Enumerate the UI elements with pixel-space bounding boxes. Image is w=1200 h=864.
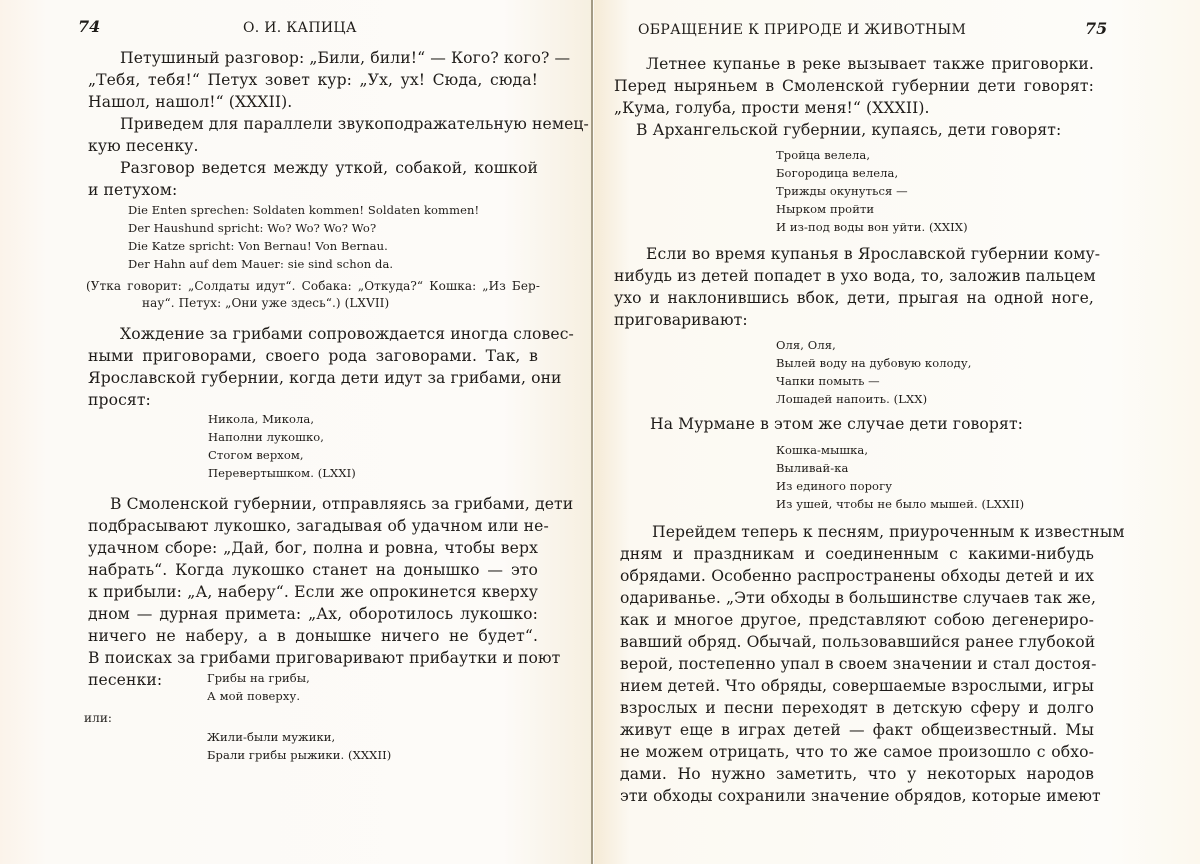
text-line: эти обходы сохранили значение обрядов, которые имеют: [620, 787, 1101, 805]
text-line: дном — дурная примета: „Ах, оборотилось лукошко:: [88, 605, 538, 623]
verse-line: Жили-были мужики,: [207, 730, 336, 744]
text-line: На Мурмане в этом же случае дети говорят:: [650, 415, 1024, 433]
text-line: как и многое другое, представляют собою дегенериро-: [620, 611, 1094, 629]
text-line: „Тебя, тебя!“ Петух зовет кур: „Ух, ух! Сюда, сюда!: [88, 71, 538, 89]
text-line: или:: [84, 711, 113, 725]
verse-line: Брали грибы рыжики. (XXXII): [207, 748, 392, 762]
text-line: Перед ныряньем в Смоленской губернии дети говорят:: [614, 77, 1094, 95]
verse-line: Из ушей, чтобы не было мышей. (LXXII): [776, 497, 1025, 511]
text-line: Нашол, нашол!“ (XXXII).: [88, 93, 293, 111]
verse-line: Лошадей напоить. (LXX): [776, 392, 928, 406]
text-line: дами. Но нужно заметить, что у некоторых народов: [620, 765, 1094, 783]
text-line: не можем отрицать, что то же самое произошло с обхо-: [620, 743, 1094, 761]
text-line: к прибыли: „А, наберу“. Если же опрокинется кверху: [88, 583, 538, 601]
verse-line: Тройца велела,: [776, 148, 871, 162]
text-line: „Кума, голуба, прости меня!“ (XXXII).: [614, 99, 930, 117]
text-line: удачном сборе: „Дай, бог, полна и ровна, чтобы верх: [88, 539, 538, 557]
text-line: кую песенку.: [88, 137, 199, 155]
verse-line: Der Hahn auf dem Mauer: sie sind schon da.: [128, 257, 394, 271]
text-line: вавший обряд. Обычай, пользовавшийся ранее глубокой: [620, 633, 1096, 651]
text-line: нием детей. Что обряды, совершаемые взрослыми, игры: [620, 677, 1094, 695]
text-line: подбрасывают лукошко, загадывая об удачном или не-: [88, 517, 549, 535]
translation-line: нау“. Петух: „Они уже здесь“.) (LXVII): [142, 296, 390, 310]
text-line: ничего не наберу, а в донышке ничего не будет“.: [88, 627, 538, 645]
text-line: взрослых и песни переходят в детскую сферу и долго: [620, 699, 1094, 717]
verse-line: Богородица велела,: [776, 166, 899, 180]
text-line: Приведем для параллели звукоподражательную немец-: [120, 115, 589, 133]
text-line: ными приговорами, своего рода заговорами. Так, в: [88, 347, 538, 365]
text-line: приговаривают:: [614, 311, 748, 329]
verse-line: Нырком пройти: [776, 202, 875, 216]
verse-line: Die Enten sprechen: Soldaten kommen! Soldaten kommen!: [128, 203, 480, 217]
text-line: Летнее купанье в реке вызывает также приговорки.: [646, 55, 1094, 73]
right-page: [594, 0, 1200, 864]
verse-line: И из-под воды вон уйти. (XXIX): [776, 220, 968, 234]
text-line: Хождение за грибами сопровождается иногда словес-: [120, 325, 574, 343]
text-line: В поисках за грибами приговаривают прибаутки и поют: [88, 649, 561, 667]
translation-line: (Утка говорит: „Солдаты идут“. Собака: „Откуда?“ Кошка: „Из Бер-: [86, 279, 540, 293]
verse-line: Чапки помыть —: [776, 374, 880, 388]
verse-line: Наполни лукошко,: [208, 430, 325, 444]
verse-line: Кошка-мышка,: [776, 443, 869, 457]
text-line: верой, постепенно упал в своем значении и стал достоя-: [620, 655, 1097, 673]
text-line: Ярославской губернии, когда дети идут за грибами, они: [88, 369, 562, 387]
verse-line: Der Haushund spricht: Wo? Wo? Wo? Wo?: [128, 221, 377, 235]
page-number: 74: [78, 17, 101, 36]
text-line: Перейдем теперь к песням, приуроченным к известным: [652, 523, 1125, 541]
left-page: [0, 0, 592, 864]
page-number: 75: [1085, 19, 1108, 38]
text-line: Если во время купанья в Ярославской губернии кому-: [646, 245, 1101, 263]
verse-line: Трижды окунуться —: [776, 184, 908, 198]
verse-line: Грибы на грибы,: [207, 671, 310, 685]
verse-line: Никола, Микола,: [208, 412, 315, 426]
text-line: живут еще в играх детей — факт общеизвестный. Мы: [620, 721, 1094, 739]
verse-line: А мой поверху.: [207, 689, 301, 703]
running-head: О. И. КАПИЦА: [243, 20, 357, 36]
text-line: набрать“. Когда лукошко станет на донышко — это: [88, 561, 538, 579]
text-line: нибудь из детей попадет в ухо вода, то, заложив пальцем: [614, 267, 1096, 285]
text-line: В Архангельской губернии, купаясь, дети говорят:: [636, 121, 1062, 139]
book-gutter: [591, 0, 593, 864]
verse-line: Оля, Оля,: [776, 338, 836, 352]
text-line: Петушиный разговор: „Били, били!“ — Кого? кого? —: [120, 49, 571, 67]
text-line: и петухом:: [88, 181, 178, 199]
text-line: обрядами. Особенно распространены обходы детей и их: [620, 567, 1094, 585]
verse-line: Из единого порогу: [776, 479, 893, 493]
text-line: Разговор ведется между уткой, собакой, кошкой: [120, 159, 538, 177]
text-line: дням и праздникам и соединенным с какими-нибудь: [620, 545, 1094, 563]
text-line: ухо и наклонившись вбок, дети, прыгая на одной ноге,: [614, 289, 1094, 307]
verse-line: Выливай-ка: [776, 461, 849, 475]
verse-line: Вылей воду на дубовую колоду,: [776, 356, 972, 370]
text-line: просят:: [88, 391, 151, 409]
verse-line: Стогом верхом,: [208, 448, 304, 462]
text-line: песенки:: [88, 671, 163, 689]
verse-line: Die Katze spricht: Von Bernau! Von Bernau.: [128, 239, 388, 253]
text-line: одариванье. „Эти обходы в большинстве случаев так же,: [620, 589, 1097, 607]
text-line: В Смоленской губернии, отправляясь за грибами, дети: [110, 495, 574, 513]
verse-line: Перевертышком. (LXXI): [208, 466, 356, 480]
running-head: ОБРАЩЕНИЕ К ПРИРОДЕ И ЖИВОТНЫМ: [638, 22, 967, 38]
